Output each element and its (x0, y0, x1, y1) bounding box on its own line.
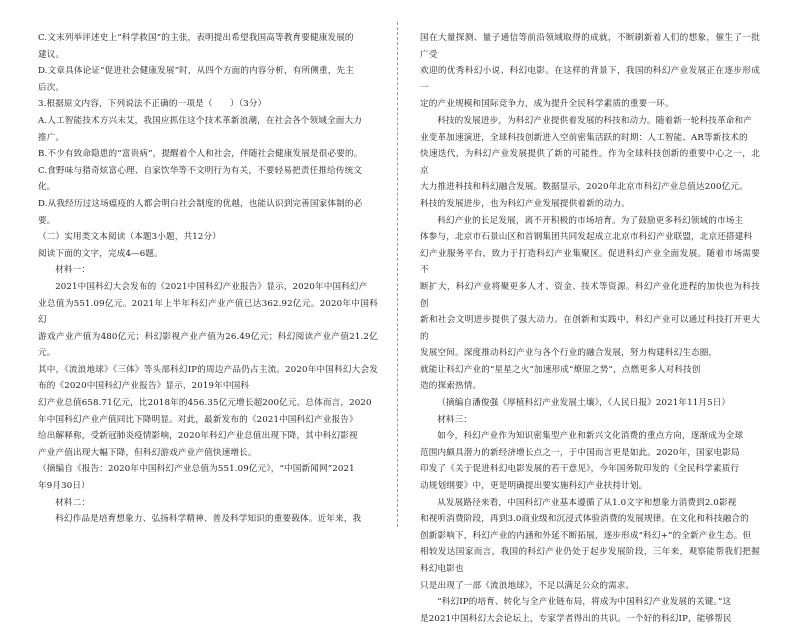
text-line: 给出解释称，受新冠肺炎疫情影响，2020年科幻产业总值出现下降，其中科幻影视 (38, 431, 358, 442)
text-line: 业变革加速演进，全球科技创新进入空前密集活跃的时期：人工智能、AR等新技术的 (420, 132, 748, 143)
text-line: 要。 (38, 215, 56, 226)
text-line: “科幻IP的培育、转化与全产业链布局，将成为中国科幻产业发展的关键。”这 (437, 597, 732, 608)
text-line: 大力推进科技和科幻融合发展。数据显示，2020年北京市科幻产业总值达200亿元。 (420, 182, 748, 193)
text-line: C.文末列举评述史上“科学救国”的主张，表明提出希望我国高等教育要健康发展的 (38, 33, 354, 43)
text-line: （摘编自《报告：2020年中国科幻产业总值为551.09亿元》，“中国新闻网”2021 (38, 464, 355, 475)
text-line: 幻产业服务平台，致力于打造科幻产业集聚区。促进科幻产业全面发展。随着市场需要不 (420, 248, 760, 276)
text-line: 创新影响下，科幻产业的内涵和外延不断拓展，逐步形成“科幻+”的全新产业生态。但 (420, 530, 752, 541)
text-line: 阅读下面的文字，完成4—6题。 (38, 248, 163, 259)
text-line: 推广。 (38, 132, 65, 143)
text-line: 后次。 (38, 82, 65, 93)
right-column (420, 30, 760, 627)
text-line: 科技的发展进步，也为科幻产业发展提供着新的动力。 (420, 198, 630, 209)
text-line: 2021中国科幻大会发布的《2021中国科幻产业报告》显示，2020年中国科幻产 (55, 281, 368, 292)
text-line: 材料二： (55, 497, 91, 508)
text-line: 和视听消费阶段，再到3.0商业级和沉浸式体验消费的发展规律。在文化和科技融合的 (420, 514, 749, 525)
text-line: 定的产业规模和国际竞争力，成为提升全民科学素质的重要一环。 (420, 99, 674, 110)
text-line: 产业产值出现大幅下降，但科幻游戏产业产值快速增长。 (38, 447, 257, 458)
text-line: 只是出现了一部《流浪地球》，不足以满足公众的需求。 (420, 580, 635, 591)
text-line: 欢迎的优秀科幻小说、科幻电影。在这样的背景下，我国的科幻产业发展正在逐步形成一 (420, 66, 760, 93)
text-line: 动规划纲要》中，更是明确提出要实施科幻产业扶持计划。 (420, 481, 648, 492)
text-line: 年中国科幻产业产值同比下降明显。对此，最新发布的《2021中国科幻产业报告》 (38, 414, 358, 425)
text-line: 新和社会文明进步提供了强大动力。在创新和实践中，科幻产业可以通过科技打开更大的 (420, 315, 760, 342)
column-divider (397, 22, 398, 527)
text-line: 是2021中国科幻大会论坛上，专家学者得出的共识。一个好的科幻IP，能够帮民 (420, 613, 732, 624)
text-line: 如今，科幻产业作为知识密集型产业和新兴文化消费的重点方向，逐渐成为全球 (437, 431, 744, 442)
text-line: 业总值为551.09亿元。2021年上半年科幻产业产值已达362.92亿元。2020年中国科幻 (38, 298, 378, 326)
text-line: 化。 (38, 182, 56, 193)
text-line: 建议。 (38, 49, 65, 60)
text-line: （二）实用类文本阅读（本题3小题，共12分） (38, 232, 221, 243)
text-line: 游戏产业产值为480亿元；科幻影视产业产值为26.49亿元；科幻阅读产业产值21.2亿元。 (38, 331, 378, 359)
text-line: D.文章具体论证“促进社会健康发展”时，从四个方面的内容分析，有所侧重，先主 (38, 66, 354, 77)
text-line: B.不少有致命隐患的“富贵病”，提醒着个人和社会，伴随社会健康发展是很必要的。 (38, 149, 363, 160)
text-line: 从发展路径来看，中国科幻产业基本遵循了从1.0文字和想象力消费到2.0影视 (437, 497, 737, 508)
text-line: 印发了《关于促进科幻电影发展的若干意见》，今年国务院印发的《全民科学素质行 (420, 464, 740, 475)
text-line: C.食野味与猎奇炫富心理、自家饮华等不文明行为有关，不要轻易把责任推给传统文 (38, 165, 363, 176)
text-line: 科技的发展进步，为科幻产业提供着发展的科技和动力。随着新一轮科技革命和产 (437, 115, 752, 126)
text-line: A.人工智能技术方兴未艾，我国应抓住这个技术革新浪潮，在社会各个领域全面大力 (38, 115, 363, 126)
left-column (38, 30, 378, 528)
text-line: （摘编自潘俊强《厚植科幻产业发展土壤》，《人民日报》2021年11月5日） (437, 398, 731, 409)
text-line: 造的探索热情。 (420, 381, 482, 392)
text-line: D.从我经历过这场瘟疫的人都会明白社会制度的优越，也能认识到完善国家体制的必 (38, 198, 363, 209)
text-line: 3.根据原文内容，下列说法不正确的一项是（ ）（3分） (38, 99, 267, 110)
text-line: 断扩大，科幻产业将聚更多人才、资金、技术等资源。科幻产业化进程的加快也为科技创 (420, 281, 760, 309)
text-line: 幻产业总值658.71亿元，比2018年的456.35亿元增长超200亿元。总体而言，2020 (38, 398, 372, 409)
text-line: 体参与，北京市石景山区和首钢集团共同发起成立北京市科幻产业联盟，北京还搭建科 (420, 232, 753, 243)
text-line: 科幻作品是培育想象力、弘扬科学精神、普及科学知识的重要载体。近年来，我 (55, 514, 362, 525)
text-line: 发展空间。深度推动科幻产业与各个行业的融合发展，努力构建科幻生态圈， (420, 348, 718, 359)
text-line: 材料一： (55, 265, 91, 276)
text-line: 年9月30日） (38, 481, 90, 492)
text-line: 范围内颇具潜力的新经济增长点之一，于中国而言更是如此。2020年，国家电影局 (420, 447, 740, 458)
text-line: 材料三： (437, 414, 473, 425)
text-line: 相较发达国家而言，我国的科幻产业仍处于起步发展阶段，三年来，观察能帮我们把握科幻电影也 (420, 547, 760, 574)
text-line: 科幻产业的长足发展，离不开积极的市场培育。为了鼓励更多科幻领域的市场主 (437, 215, 744, 226)
text-line: 快速迭代，为科幻产业发展提供了新的可能性。作为全球科技创新的重要中心之一，北京 (420, 149, 760, 176)
text-line: 国在大量探测、量子通信等前沿领域取得的成就，不断刷新着人们的想象，催生了一批广受 (420, 33, 760, 60)
text-line: 就能让科幻产业的“星星之火”加速形成“燎原之势”，点燃更多人对科技创 (420, 364, 701, 375)
text-line: 其中，《流浪地球》《三体》等头部科幻IP的周边产品仍占主流。2020年中国科幻大会发布的《2020中国科幻产业报告》显示，2019年中国科 (38, 364, 378, 392)
